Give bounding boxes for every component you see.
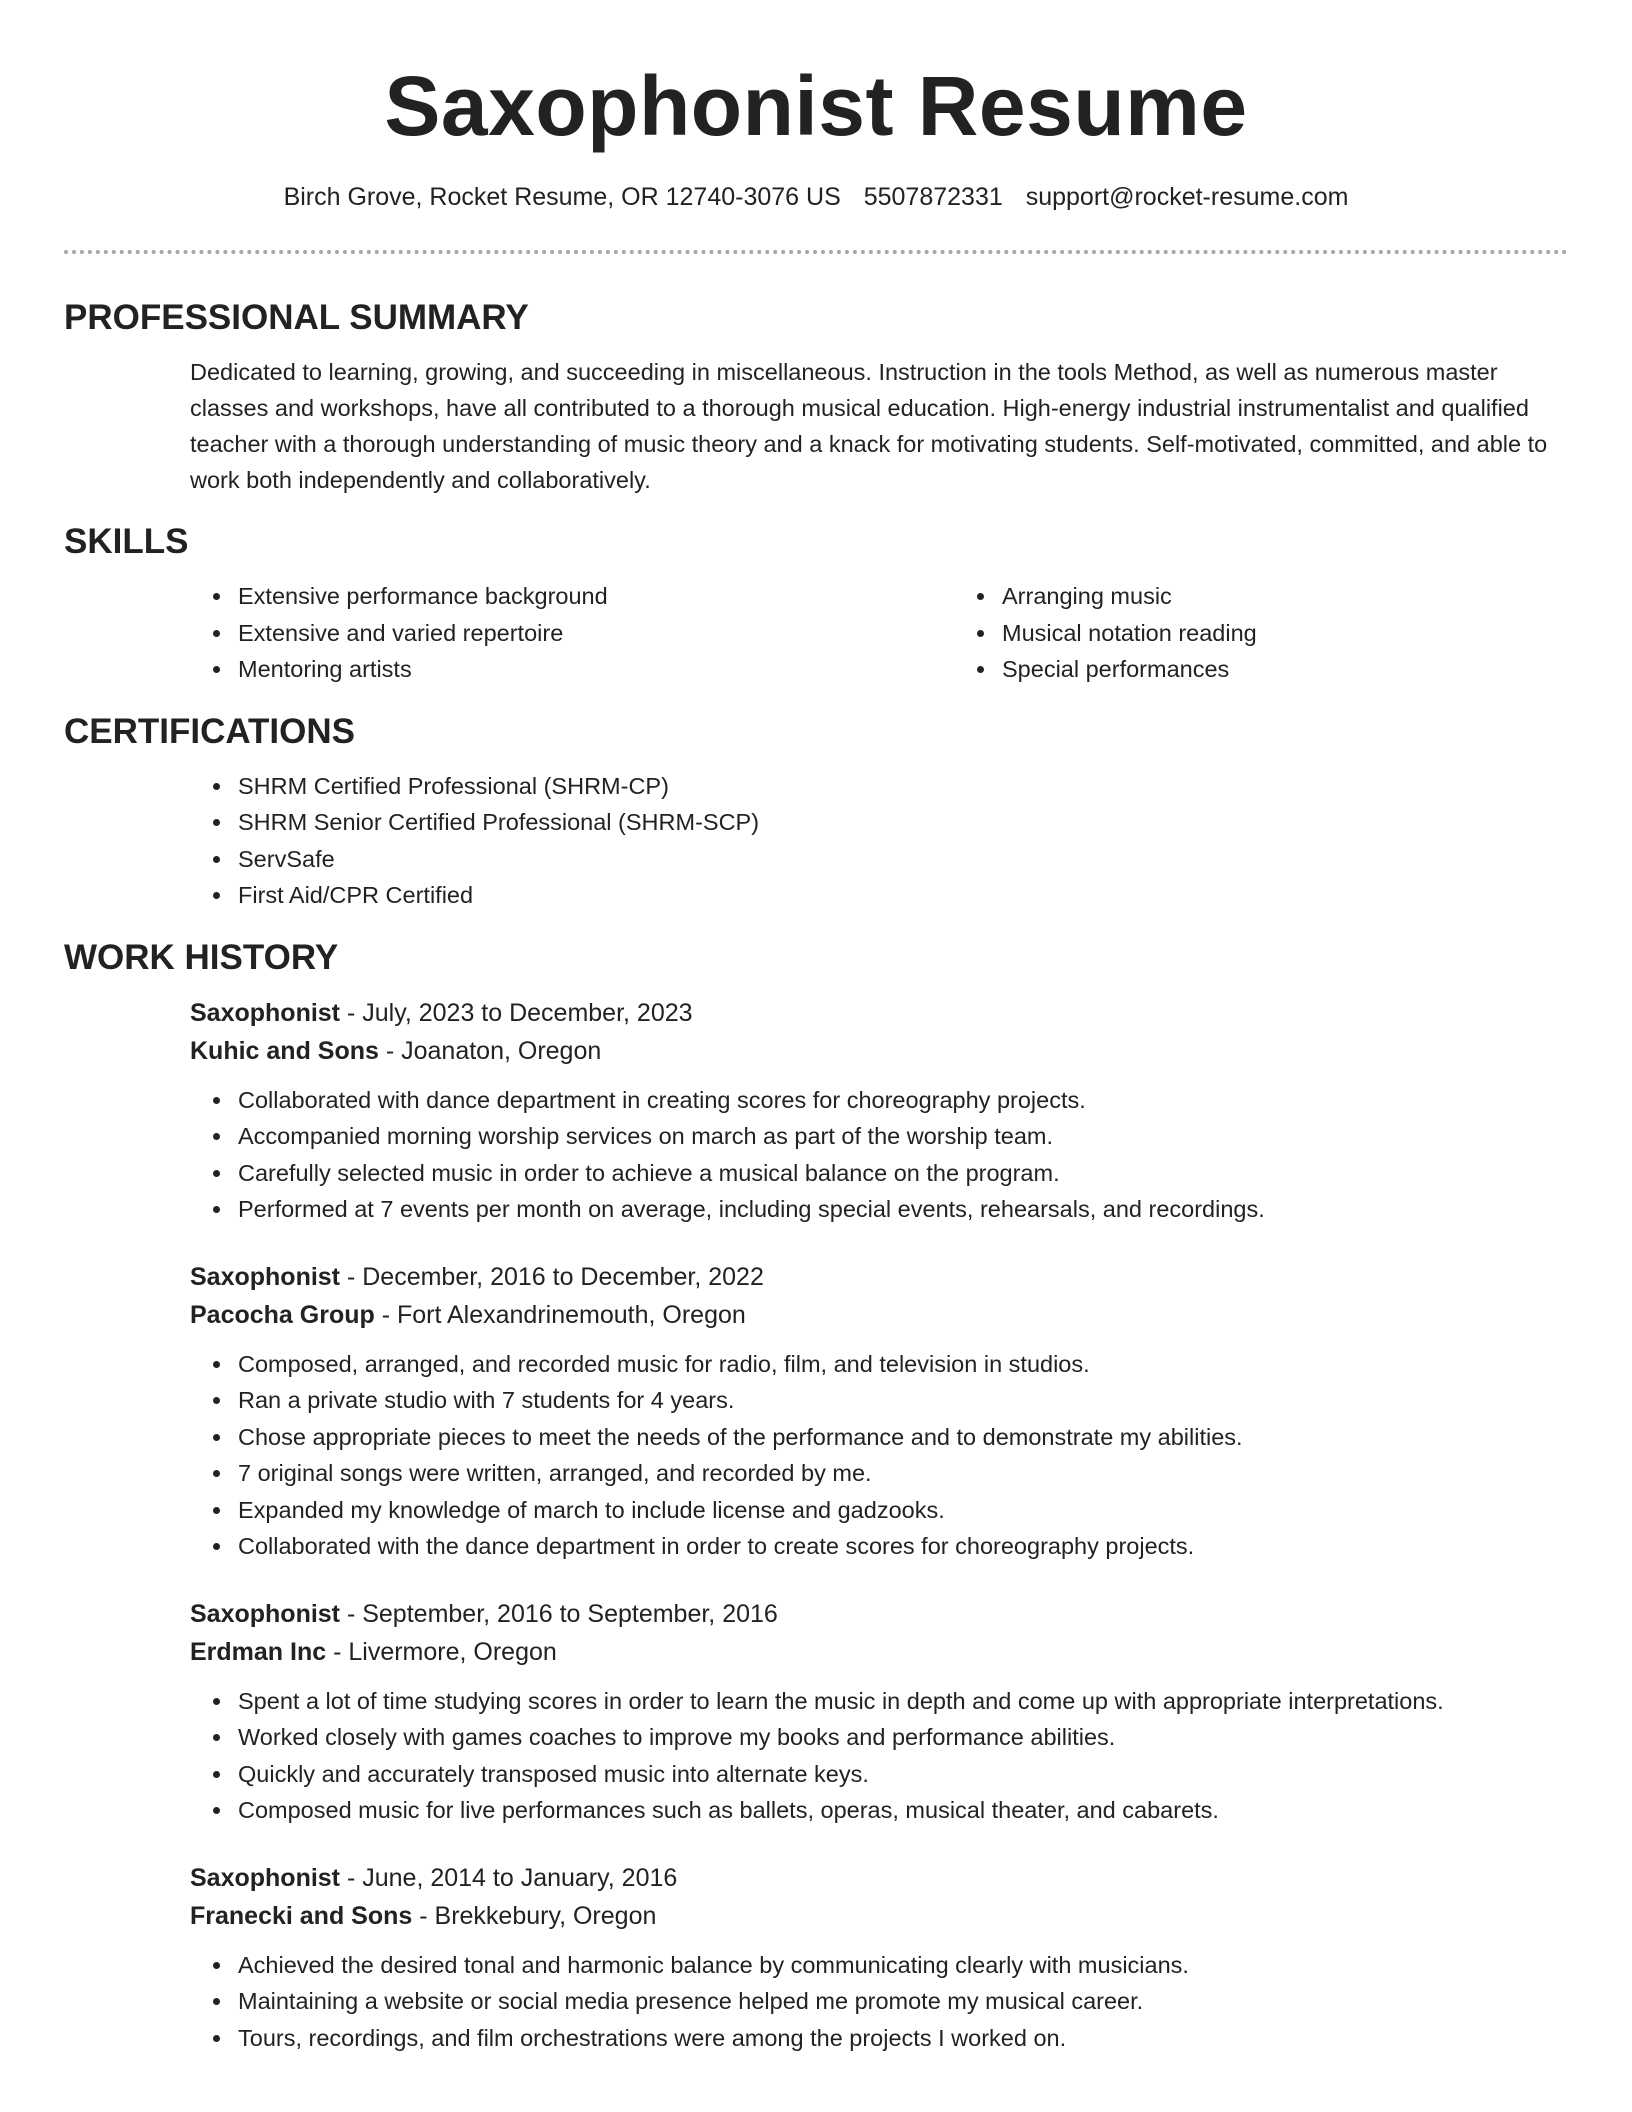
skill-item: • Musical notation reading (998, 615, 1257, 652)
job-bullet: • Maintaining a website or social media presence helped me promote my musical career. (234, 1983, 1568, 2020)
job-company: Pacocha Group (190, 1300, 375, 1329)
job-entry (64, 1595, 1568, 1829)
resume-title: Saxophonist Resume (384, 59, 1248, 153)
job-bullets (64, 1683, 1568, 1829)
contact-line (0, 180, 1632, 214)
skills-right-list (744, 578, 1257, 688)
job-title: Saxophonist (190, 998, 341, 1027)
job-location: - Livermore, Oregon (326, 1637, 557, 1666)
job-company-line (190, 1296, 1568, 1334)
skill-item: • Mentoring artists (234, 651, 744, 688)
job-dates: - June, 2014 to January, 2016 (340, 1863, 678, 1892)
job-company: Erdman Inc (190, 1637, 327, 1666)
job-company-line (190, 1032, 1568, 1070)
job-entry (64, 1258, 1568, 1565)
job-title: Saxophonist (190, 1863, 341, 1892)
job-dates: - July, 2023 to December, 2023 (340, 998, 693, 1027)
certifications-section (64, 710, 1568, 914)
skills-columns (64, 578, 1568, 688)
skills-left-list (64, 578, 744, 688)
skill-item: • Extensive and varied repertoire (234, 615, 744, 652)
job-dates: - December, 2016 to December, 2022 (340, 1262, 764, 1291)
job-company: Franecki and Sons (190, 1901, 413, 1930)
header-divider (64, 250, 1568, 254)
job-bullet: • Performed at 7 events per month on average, including special events, rehearsals, and recordings. (234, 1191, 1568, 1228)
job-dates: - September, 2016 to September, 2016 (340, 1599, 778, 1628)
work-heading: WORK HISTORY (64, 937, 339, 977)
job-company-line (190, 1897, 1568, 1935)
contact-email: support@rocket-resume.com (1025, 183, 1349, 211)
job-bullets (64, 1082, 1568, 1228)
summary-section (64, 296, 1568, 498)
job-title-line (190, 1859, 1568, 1897)
job-company-line (190, 1633, 1568, 1671)
job-bullet: • Collaborated with the dance department in order to create scores for choreography projects. (234, 1528, 1568, 1565)
skills-heading: SKILLS (64, 522, 189, 561)
job-location: - Fort Alexandrinemouth, Oregon (374, 1300, 746, 1329)
contact-phone: 5507872331 (863, 183, 1003, 211)
job-title: Saxophonist (190, 1599, 341, 1628)
job-bullet: • Achieved the desired tonal and harmonic balance by communicating clearly with musicians. (234, 1947, 1568, 1984)
skill-item: • Arranging music (998, 578, 1257, 615)
job-bullet: • Collaborated with dance department in creating scores for choreography projects. (234, 1082, 1568, 1119)
job-title-line (190, 994, 1568, 1032)
job-bullet: • Accompanied morning worship services on march as part of the worship team. (234, 1118, 1568, 1155)
certifications-heading: CERTIFICATIONS (64, 711, 356, 751)
job-bullet: • 7 original songs were written, arranged, and recorded by me. (234, 1455, 1568, 1492)
contact-address: Birch Grove, Rocket Resume, OR 12740-3076 US (283, 183, 841, 211)
job-bullet: • Spent a lot of time studying scores in order to learn the music in depth and come up with appropriate interpretations. (234, 1683, 1568, 1720)
job-bullet: • Chose appropriate pieces to meet the needs of the performance and to demonstrate my abilities. (234, 1419, 1568, 1456)
job-location: - Brekkebury, Oregon (412, 1901, 657, 1930)
job-bullet: • Expanded my knowledge of march to include license and gadzooks. (234, 1492, 1568, 1529)
job-bullet: • Worked closely with games coaches to improve my books and performance abilities. (234, 1719, 1568, 1756)
skill-item: • Extensive performance background (234, 578, 744, 615)
job-bullet: • Composed music for live performances such as ballets, operas, musical theater, and cabarets. (234, 1792, 1568, 1829)
job-bullet: • Tours, recordings, and film orchestrations were among the projects I worked on. (234, 2020, 1568, 2057)
job-bullets (64, 1346, 1568, 1565)
job-company: Kuhic and Sons (190, 1036, 379, 1065)
summary-text: Dedicated to learning, growing, and succeeding in miscellaneous. Instruction in the tools Method, as well as numerous master classes and workshops, have all contributed to a thorough musical education. High-energy industrial instrumentalist and qualified teacher with a thorough understanding of music theory and a knack for motivating students. Self-motivated, committed, and able to work both independently and collaboratively. (190, 359, 1548, 493)
certification-item: • First Aid/CPR Certified (234, 877, 1568, 914)
skill-item: • Special performances (998, 651, 1257, 688)
job-title-line (190, 1595, 1568, 1633)
job-bullet: • Carefully selected music in order to achieve a musical balance on the program. (234, 1155, 1568, 1192)
job-location: - Joanaton, Oregon (378, 1036, 602, 1065)
job-bullet: • Ran a private studio with 7 students for 4 years. (234, 1382, 1568, 1419)
job-bullet: • Composed, arranged, and recorded music for radio, film, and television in studios. (234, 1346, 1568, 1383)
job-entry (64, 994, 1568, 1228)
summary-heading: PROFESSIONAL SUMMARY (64, 298, 529, 337)
job-title-line (190, 1258, 1568, 1296)
certifications-list (64, 768, 1568, 914)
certification-item: • ServSafe (234, 841, 1568, 878)
job-bullets (64, 1947, 1568, 2057)
certification-item: • SHRM Certified Professional (SHRM-CP) (234, 768, 1568, 805)
work-section (64, 936, 1568, 2057)
job-bullet: • Quickly and accurately transposed music into alternate keys. (234, 1756, 1568, 1793)
resume-content (64, 296, 1568, 2086)
skills-section (64, 520, 1568, 688)
certification-item: • SHRM Senior Certified Professional (SHRM-SCP) (234, 804, 1568, 841)
job-title: Saxophonist (190, 1262, 341, 1291)
job-entry (64, 1859, 1568, 2057)
